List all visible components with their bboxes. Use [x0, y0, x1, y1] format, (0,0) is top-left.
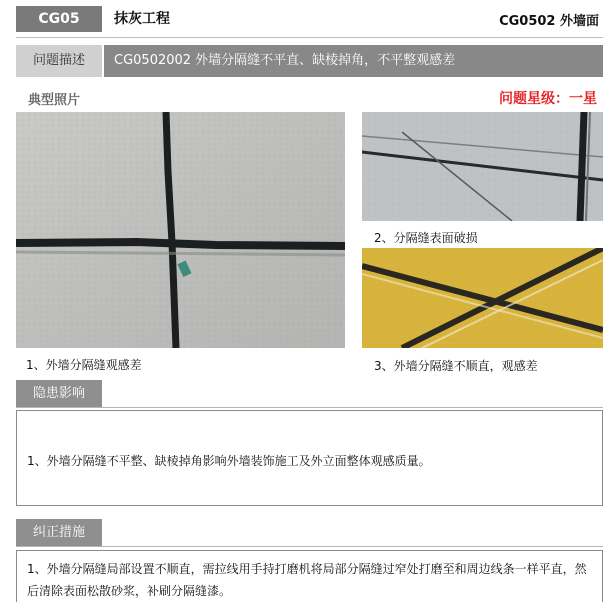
- typical-photos-label: 典型照片: [28, 93, 81, 108]
- problem-description-text: CG0502002 外墙分隔缝不平直、缺棱掉角，不平整观感差: [104, 45, 603, 77]
- problem-description-label: 问题描述: [16, 45, 102, 77]
- corrective-measures-text: 1、外墙分隔缝局部设置不顺直，需拉线用手持打磨机将局部分隔缝过窄处打磨至和周边线条一样平直，然后清除表面松散砂浆，补刷分隔缝漆。: [27, 562, 587, 598]
- hazard-impact-label: 隐患影响: [16, 380, 102, 408]
- problem-star-rating: 问题星级：一星: [499, 91, 597, 107]
- photo-joint-surface-damage: [362, 112, 603, 221]
- photo-joint-not-straight: [362, 248, 603, 348]
- header-divider: [16, 37, 603, 38]
- photo-caption-1: 1、外墙分隔缝观感差: [26, 358, 142, 372]
- category-code-badge: CG05: [16, 6, 102, 32]
- corrective-measures-box: [16, 550, 603, 602]
- photo-caption-2: 2、分隔缝表面破损: [374, 231, 478, 245]
- hazard-impact-box: [16, 410, 603, 506]
- category-title: 抹灰工程: [114, 11, 170, 27]
- hazard-divider: [16, 407, 603, 408]
- corrective-measures-label: 纠正措施: [16, 519, 102, 547]
- sub-category-code: CG0502 外墙面: [499, 14, 599, 29]
- photo-wall-joint-large: [16, 112, 345, 348]
- photo-caption-3: 3、外墙分隔缝不顺直，观感差: [374, 359, 538, 373]
- hazard-impact-text: 1、外墙分隔缝不平整、缺棱掉角影响外墙装饰施工及外立面整体观感质量。: [27, 454, 431, 468]
- fix-divider: [16, 546, 603, 547]
